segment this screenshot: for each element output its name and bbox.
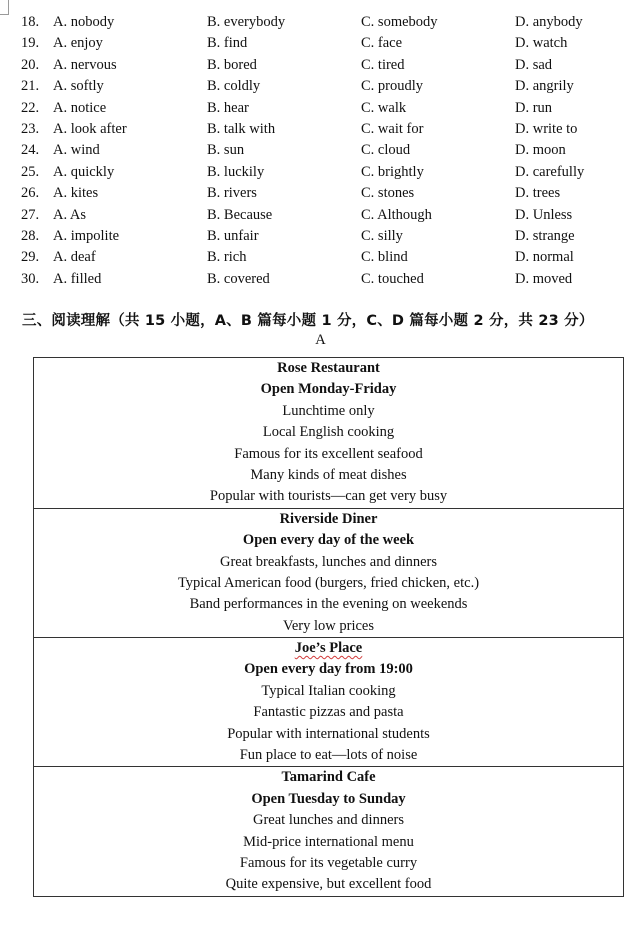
option-b: B. unfair: [207, 227, 259, 244]
option-c: C. tired: [361, 56, 405, 73]
option-c: C. proudly: [361, 78, 424, 95]
spellcheck-underlined-name: Joe’s Place: [294, 640, 363, 657]
option-d: D. carefully: [515, 163, 585, 180]
option-a: A. nobody: [53, 14, 115, 30]
question-number: 26.: [21, 185, 40, 202]
feature-line: Popular with international students: [227, 725, 430, 742]
option-b: B. covered: [207, 270, 270, 287]
option-b: B. hear: [207, 99, 249, 116]
option-d: D. moon: [515, 142, 566, 159]
option-a: A. softly: [53, 78, 104, 95]
option-b: B. bored: [207, 56, 257, 73]
restaurant-name: Tamarind Cafe: [281, 769, 376, 786]
restaurant-table: [33, 357, 624, 897]
feature-line: Many kinds of meat dishes: [250, 466, 407, 483]
option-a: A. notice: [53, 99, 107, 116]
option-d: D. watch: [515, 35, 568, 52]
opening-hours: Open every day of the week: [242, 532, 415, 549]
feature-line: Famous for its vegetable curry: [239, 854, 418, 871]
question-row: [0, 269, 641, 290]
question-number: 20.: [21, 56, 40, 73]
option-c: C. wait for: [361, 120, 424, 137]
option-a: A. wind: [53, 142, 100, 159]
restaurant-entry: [34, 637, 623, 766]
option-b: B. talk with: [207, 120, 276, 137]
question-number: 28.: [21, 227, 40, 244]
option-a: A. nervous: [53, 56, 117, 73]
question-row: [0, 119, 641, 140]
feature-line: Fantastic pizzas and pasta: [253, 704, 404, 721]
option-a: A. enjoy: [53, 35, 103, 52]
option-c: C. walk: [361, 99, 407, 116]
feature-line: Mid-price international menu: [243, 833, 414, 850]
option-b: B. find: [207, 35, 248, 52]
option-d: D. run: [515, 99, 553, 116]
option-a: A. filled: [53, 270, 102, 287]
restaurant-name: Rose Restaurant: [277, 360, 380, 376]
option-c: C. touched: [361, 270, 424, 287]
question-number: 25.: [21, 163, 40, 180]
restaurant-entry: [34, 766, 623, 895]
option-c: C. face: [361, 35, 403, 52]
option-d: D. anybody: [515, 14, 583, 30]
question-number: 19.: [21, 35, 40, 52]
option-d: D. Unless: [515, 206, 573, 223]
restaurant-entry: [34, 508, 623, 637]
option-a: A. quickly: [53, 163, 115, 180]
feature-line: Typical American food (burgers, fried chicken, etc.): [177, 574, 480, 591]
question-row: [0, 247, 641, 268]
restaurant-name: [34, 638, 623, 659]
feature-line: Band performances in the evening on weekends: [189, 596, 468, 613]
feature-line: Fun place to eat—lots of noise: [239, 747, 418, 764]
option-b: B. coldly: [207, 78, 261, 95]
question-row: [0, 12, 641, 33]
option-d: D. normal: [515, 249, 574, 266]
question-row: [0, 33, 641, 54]
feature-line: Lunchtime only: [282, 402, 375, 419]
option-c: C. blind: [361, 249, 408, 266]
question-number: 24.: [21, 142, 40, 159]
option-c: C. silly: [361, 227, 403, 244]
option-c: C. Although: [361, 206, 432, 223]
question-row: [0, 98, 641, 119]
option-a: A. impolite: [53, 227, 120, 244]
opening-hours: Open every day from 19:00: [244, 661, 413, 678]
question-number: 23.: [21, 120, 40, 137]
restaurant-entry: [34, 358, 623, 508]
option-b: B. luckily: [207, 163, 265, 180]
question-row: [0, 140, 641, 161]
question-row: [0, 205, 641, 226]
option-c: C. stones: [361, 185, 415, 202]
option-b: B. sun: [207, 142, 245, 159]
option-d: D. sad: [515, 56, 553, 73]
option-b: B. rich: [207, 249, 247, 266]
section-heading: 三、阅读理解（共 15 小题，A、B 篇每小题 1 分，C、D 篇每小题 2 分，共 23 分）: [22, 313, 594, 329]
option-d: D. trees: [515, 185, 561, 202]
question-row: [0, 55, 641, 76]
option-d: D. moved: [515, 270, 573, 287]
question-number: 29.: [21, 249, 40, 266]
question-row: [0, 226, 641, 247]
option-a: A. As: [53, 206, 87, 223]
question-row: [0, 76, 641, 97]
opening-hours: Open Tuesday to Sunday: [251, 790, 406, 807]
option-c: C. brightly: [361, 163, 424, 180]
option-d: D. strange: [515, 227, 575, 244]
opening-hours: Open Monday-Friday: [260, 381, 397, 398]
option-b: B. everybody: [207, 14, 286, 30]
question-number: 22.: [21, 99, 40, 116]
question-number: 21.: [21, 78, 40, 95]
feature-line: Quite expensive, but excellent food: [225, 876, 432, 893]
restaurant-name: Riverside Diner: [279, 510, 378, 527]
feature-line: Popular with tourists—can get very busy: [209, 488, 448, 505]
feature-line: Typical Italian cooking: [261, 682, 396, 699]
question-number: 18.: [21, 14, 40, 30]
option-d: D. write to: [515, 120, 578, 137]
option-c: C. somebody: [361, 14, 438, 30]
question-row: [0, 183, 641, 204]
question-number: 30.: [21, 270, 40, 287]
option-d: D. angrily: [515, 78, 574, 95]
option-a: A. look after: [53, 120, 127, 137]
option-b: B. rivers: [207, 185, 257, 202]
feature-line: Great lunches and dinners: [253, 812, 404, 829]
multiple-choice-list: [0, 12, 641, 290]
feature-line: Local English cooking: [262, 424, 395, 441]
feature-line: Very low prices: [282, 617, 374, 634]
feature-line: Great breakfasts, lunches and dinners: [219, 553, 438, 570]
question-number: 27.: [21, 206, 40, 223]
option-a: A. deaf: [53, 249, 96, 266]
option-c: C. cloud: [361, 142, 411, 159]
passage-label: A: [315, 332, 326, 348]
feature-line: Famous for its excellent seafood: [234, 445, 423, 462]
option-a: A. kites: [53, 185, 99, 202]
question-row: [0, 162, 641, 183]
option-b: B. Because: [207, 206, 273, 223]
